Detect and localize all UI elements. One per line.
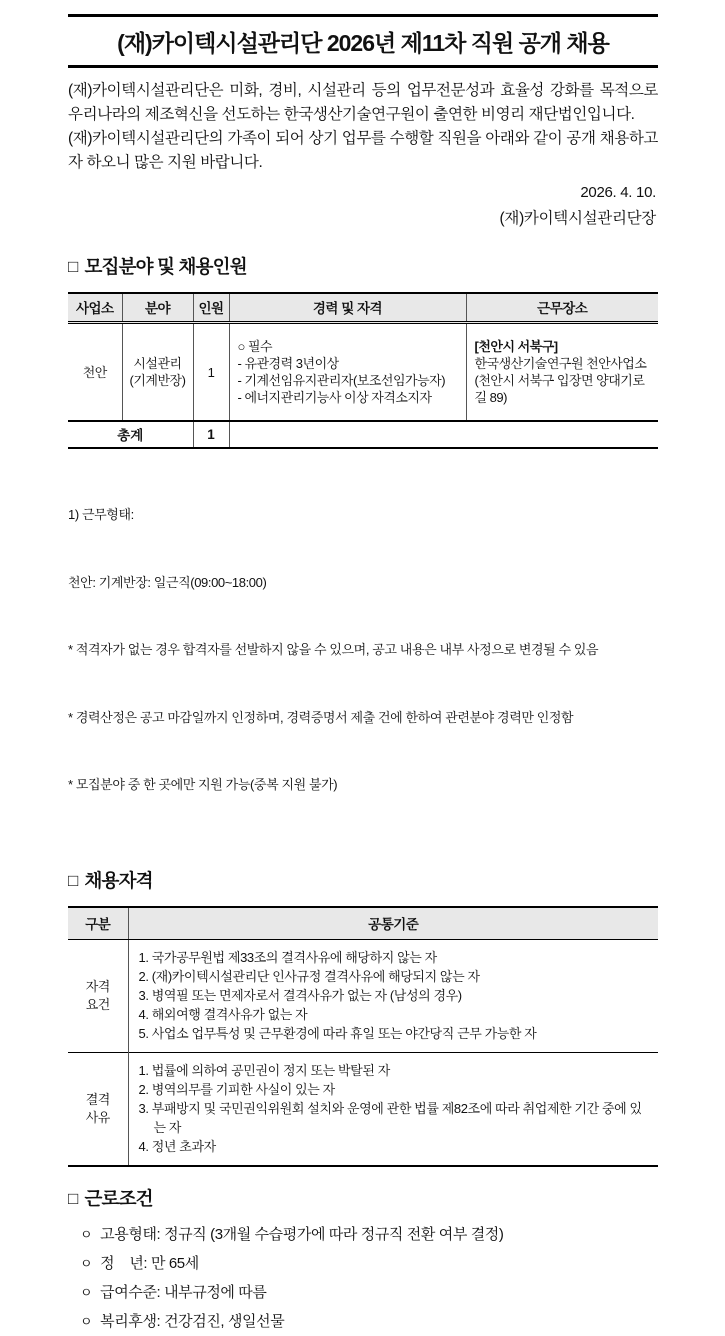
circle-bullet-icon: ㅇ	[80, 1313, 93, 1329]
list-item: 1. 법률에 의하여 공민권이 정지 또는 박탈된 자	[138, 1062, 390, 1078]
cell-count: 1	[193, 323, 229, 422]
workplace-line: (천안시 서북구 입장면 양대기로	[474, 373, 645, 388]
intro-paragraph-2: (재)카이텍시설관리단의 가족이 되어 상기 업무를 수행할 직원을 아래와 같이 공개 채용하고자 하오니 많은 지원 바랍니다.	[68, 130, 658, 171]
note-line: 1) 근무형태:	[68, 507, 134, 522]
signer-name: (재)카이텍시설관리단장	[499, 210, 656, 227]
list-item: 3. 병역필 또는 면제자로서 결격사유가 없는 자 (남성의 경우)	[138, 987, 462, 1003]
section-title: 근로조건	[84, 1187, 153, 1209]
table-row	[68, 323, 658, 422]
workplace-district: [천안시 서북구]	[474, 339, 558, 354]
square-bullet-icon: □	[68, 870, 78, 890]
section-title: 채용자격	[84, 869, 153, 891]
condition-text: 고용형태: 정규직 (3개월 수습평가에 따라 정규직 전환 여부 결정)	[100, 1225, 504, 1243]
list-item	[68, 1307, 658, 1336]
workplace-line: 길 89)	[474, 390, 507, 405]
list-item: 1. 국가공무원법 제33조의 결격사유에 해당하지 않는 자	[138, 949, 437, 965]
list-item: 2. (재)카이텍시설관리단 인사규정 결격사유에 해당되지 않는 자	[138, 968, 480, 984]
condition-text: 복리후생: 건강검진, 생일선물	[100, 1312, 285, 1330]
total-count: 1	[193, 421, 229, 448]
qual-line: - 에너지관리기능사 이상 자격소지자	[237, 390, 432, 405]
cell-workplace	[466, 323, 658, 422]
table-row-disqualifications	[68, 1052, 658, 1166]
total-empty-cell	[229, 421, 658, 448]
row-label-disqualifications	[68, 1052, 128, 1166]
list-item	[68, 1278, 658, 1307]
list-item: 2. 병역의무를 기피한 사실이 있는 자	[138, 1081, 335, 1097]
col-header-field: 분야	[122, 293, 193, 323]
recruitment-notes	[68, 459, 658, 842]
label-line: 요건	[85, 996, 110, 1012]
circle-bullet-icon: ㅇ	[80, 1255, 93, 1271]
qual-line: - 기계선임유지관리자(보조선임가능자)	[237, 373, 446, 388]
document-title: (재)카이텍시설관리단 2026년 제11차 직원 공개 채용	[68, 14, 658, 68]
circle-bullet-icon: ㅇ	[80, 1284, 93, 1300]
col-header-common-criteria: 공통기준	[128, 907, 658, 940]
section-heading-recruitment-fields	[68, 253, 658, 279]
field-line: 시설관리	[133, 356, 182, 371]
list-item: 4. 해외여행 결격사유가 없는 자	[138, 1006, 308, 1022]
condition-text: 정 년: 만 65세	[100, 1254, 199, 1272]
list-item	[68, 1220, 658, 1249]
table-total-row	[68, 421, 658, 448]
cell-field	[122, 323, 193, 422]
recruitment-table-header-row	[68, 293, 658, 323]
section-heading-working-conditions	[68, 1185, 658, 1211]
row-label-requirements	[68, 939, 128, 1052]
square-bullet-icon: □	[68, 1188, 78, 1208]
workplace-line: 한국생산기술연구원 천안사업소	[474, 356, 647, 371]
list-item	[68, 1249, 658, 1278]
table-row-requirements	[68, 939, 658, 1052]
cell-site: 천안	[82, 364, 107, 380]
col-header-site: 사업소	[68, 293, 122, 323]
recruitment-table	[68, 292, 658, 449]
eligibility-table	[68, 906, 658, 1167]
note-line: * 경력산정은 공고 마감일까지 인정하며, 경력증명서 제출 건에 한하여 관련분야 경력만 인정함	[68, 709, 574, 725]
list-item: 4. 정년 초과자	[138, 1138, 216, 1154]
col-header-count: 인원	[193, 293, 229, 323]
announcement-date: 2026. 4. 10.	[580, 184, 656, 201]
note-line: * 적격자가 없는 경우 합격자를 선발하지 않을 수 있으며, 공고 내용은 내부 사정으로 변경될 수 있음	[68, 642, 599, 657]
disqualifications-list	[128, 1052, 658, 1166]
cell-qualification	[229, 323, 466, 422]
total-label: 총계	[68, 421, 193, 448]
note-line: * 모집분야 중 한 곳에만 지원 가능(중복 지원 불가)	[68, 777, 338, 792]
note-line: 천안: 기계반장: 일근직(09:00~18:00)	[68, 574, 267, 590]
section-title: 모집분야 및 채용인원	[84, 256, 247, 277]
label-line: 자격	[85, 978, 110, 994]
qual-line: ○ 필수	[237, 339, 273, 354]
requirements-list	[128, 939, 658, 1052]
col-header-qualification: 경력 및 자격	[229, 293, 466, 323]
list-item: 3. 부패방지 및 국민권익위원회 설치와 운영에 관한 법률 제82조에 따라 취업제한 기간 중에 있는 자	[138, 1100, 642, 1135]
circle-bullet-icon: ㅇ	[80, 1226, 93, 1242]
intro-paragraph-1: (재)카이텍시설관리단은 미화, 경비, 시설관리 등의 업무전문성과 효율성 강화를 목적으로 우리나라의 제조혁신을 선도하는 한국생산기술연구원이 출연한 비영리 재단법인입니다.	[68, 82, 658, 123]
square-bullet-icon: □	[68, 257, 78, 276]
label-line: 결격	[85, 1091, 110, 1107]
section-heading-eligibility	[68, 867, 658, 893]
qual-line: - 유관경력 3년이상	[237, 356, 339, 371]
list-item: 5. 사업소 업무특성 및 근무환경에 따라 휴일 또는 야간당직 근무 가능한 자	[138, 1025, 537, 1041]
col-header-workplace: 근무장소	[466, 293, 658, 323]
field-line: (기계반장)	[129, 373, 186, 388]
condition-text: 급여수준: 내부규정에 따름	[100, 1283, 267, 1301]
eligibility-table-header-row	[68, 907, 658, 940]
col-header-category: 구분	[68, 907, 128, 940]
working-conditions-list	[68, 1220, 658, 1336]
label-line: 사유	[85, 1109, 110, 1125]
